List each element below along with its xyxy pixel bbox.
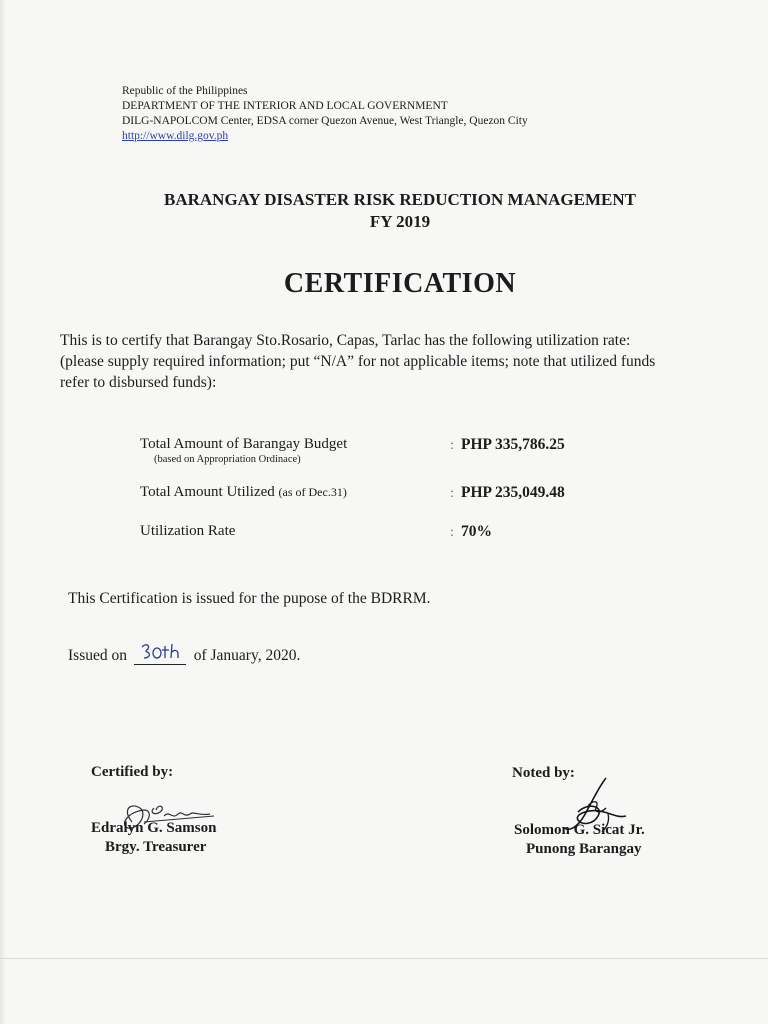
utilized-label-text: Total Amount Utilized [140, 484, 275, 500]
fiscal-year-heading: FY 2019 [369, 212, 431, 231]
intro-line: (please supply required information; put “N/A” for not applicable items; note that utilized funds [60, 353, 656, 370]
letterhead-republic: Republic of the Philippines [122, 85, 248, 97]
scan-divider [0, 958, 768, 959]
scan-edge [0, 0, 6, 1024]
treasurer-role: Brgy. Treasurer [105, 839, 207, 855]
rate-label-text: Utilization Rate [140, 523, 236, 539]
letterhead-address: DILG-NAPOLCOM Center, EDSA corner Quezon Avenue, West Triangle, Quezon City [122, 115, 528, 127]
issued-day-blank [134, 646, 186, 665]
certified-by-heading: Certified by: [91, 764, 174, 780]
letterhead-department: DEPARTMENT OF THE INTERIOR AND LOCAL GOVERNMENT [122, 100, 448, 112]
issued-prefix: Issued on [68, 647, 127, 664]
issued-suffix: of January, 2020. [193, 647, 301, 664]
rate-colon: : [450, 525, 454, 540]
budget-colon: : [450, 438, 454, 453]
budget-label-text: Total Amount of Barangay Budget [140, 436, 348, 452]
treasurer-name: Edralyn G. Samson [91, 820, 217, 836]
document-heading: BARANGAY DISASTER RISK REDUCTION MANAGEMENT [164, 190, 636, 209]
letterhead-website-link[interactable]: http://www.dilg.gov.ph [122, 130, 229, 142]
letterhead [122, 84, 528, 144]
utilized-label [140, 484, 347, 501]
utilized-value: PHP 235,049.48 [461, 484, 565, 501]
punong-barangay-name: Solomon G. Sicat Jr. [514, 822, 645, 838]
rate-value: 70% [461, 523, 492, 540]
budget-value: PHP 335,786.25 [461, 436, 565, 453]
noted-by-heading: Noted by: [512, 765, 575, 781]
utilized-label-date: (as of Dec.31) [278, 485, 347, 499]
intro-line: This is to certify that Barangay Sto.Rosario, Capas, Tarlac has the following utilization rate: [60, 332, 631, 349]
issued-date [68, 646, 300, 665]
utilized-colon: : [450, 486, 454, 501]
budget-sublabel: (based on Appropriation Ordinace) [154, 454, 301, 465]
budget-label [140, 436, 347, 465]
punong-barangay-role: Punong Barangay [526, 841, 642, 857]
rate-label [140, 523, 235, 540]
handwritten-day [138, 640, 186, 666]
purpose-statement: This Certification is issued for the pupose of the BDRRM. [68, 590, 431, 607]
page-title: CERTIFICATION [283, 268, 517, 299]
intro-line: refer to disbursed funds): [60, 374, 217, 391]
intro-paragraph [60, 330, 750, 393]
